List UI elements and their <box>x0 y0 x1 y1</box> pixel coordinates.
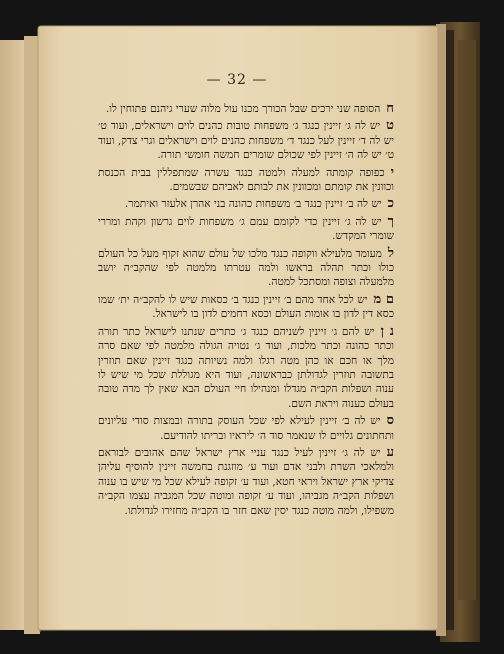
text-paragraph <box>98 414 394 443</box>
text-paragraph <box>98 166 394 195</box>
text-paragraph <box>98 446 394 518</box>
text-paragraph <box>98 247 394 290</box>
hebrew-text-block <box>98 102 394 521</box>
paragraph-text: יש לה ב׳ זיינין כנגד ב׳ משפחות כהונה בני אהרן אלעזר ואיתמר. <box>124 198 382 211</box>
letter-marker: ם מ <box>373 291 394 307</box>
text-paragraph <box>98 197 394 211</box>
paragraph-text: יש לה ג׳ זיינין כנגד ג׳ משפחות טובות כהנים לוים וישראלים, ועוד ט׳ יש לה ד׳ זיינין לעל כנגד ד׳ משפחות כהנים לוים וישראלים וגרי צדק, ועוד ט׳ יש לה ה׳ זיינין לפי שכולם שומרים חמשה חומשי תורה. <box>98 120 394 162</box>
text-paragraph <box>98 102 394 116</box>
letter-marker: ס <box>386 413 394 429</box>
text-paragraph <box>98 119 394 162</box>
text-paragraph <box>98 293 394 322</box>
letter-marker: ל <box>387 245 394 261</box>
letter-marker: ך <box>387 213 394 229</box>
letter-marker: ט <box>386 118 394 134</box>
paragraph-text: יש להם ג׳ זיינין לשניהם כנגד ג׳ כתרים שנתנו לישראל כתר תורה וכתר כהונה וכתר מלכות, ועוד ג׳ נטויה הגולה מלמטה לפי שאם סרה מלך או חכם או כהן מטה רגלו ולמה נשיותה כנגד זיינין שאם תוזרין בתשובה תוזרין לגדולתן כבראשונה, ועוד היא מגוללת שכל מי שיש לו ענוה ושפלות הקב״ה מגדלו ומנהילו חיי העולם הבא שאין לך מדה טובה בעולם כענוה ויראת השם. <box>98 325 394 410</box>
left-page-edge <box>0 40 26 630</box>
letter-marker: נ ן <box>380 323 394 339</box>
paragraph-text: יש לה ג׳ זיינין כדי לקומם עמם ג׳ משפחות לוים גרשון וקהת ומררי שומרי המקדש. <box>98 215 394 243</box>
paragraph-text: מעומד מלעילא ווקופה כנגד מלכו של עולם שהוא זקוף מעל כל העולם כולו וכתר תהלה בראשו ולמה עטרתו מלמטה לפי שהקב״ה יושב מלמעלה וצופה ומסתכל למטה. <box>98 247 394 289</box>
letter-marker: י <box>390 164 394 180</box>
paragraph-text: יש לה ג׳ זיינין לעיל כנגד עניי ארץ ישראל שהם אהובים לבוראם ולמלאכי השרת ולבני אדם ועוד ע׳ מוזגנת בחמשה זיינין להוסיף עליהן צדיקי ארץ ישראל ויראי חטא, ועוד ע׳ זקופה לעילא שכל מי שיש בו ענוה ושפלות הקב״ה מגביהו, ועוד ע׳ זקופה ומוטה שכל המגביה עצמו הקב״ה משפילו, ולמה מוטה כנגד יסין שאם חזר בו הקב״ה מחזירו לגדולתו. <box>98 446 394 517</box>
paragraph-text: כפופה קומתה למעלה ולמטה כנגד עשרה שמתפללין בבית הכנסת וכוונין את קומתם ומכוונין את לבותם לאביהם שבשמים. <box>98 166 394 194</box>
page-number: — 32 — <box>206 72 268 88</box>
letter-marker: כ <box>387 196 394 212</box>
text-paragraph <box>98 215 394 244</box>
book-page-content <box>38 26 436 630</box>
paragraph-text: יש לה ב׳ זיינין לעילא לפי שכל העוסק בתורה ובמצות סודי עליונים ותחתונים גלויים לו שנאמר סוד ה׳ ליראיו ובריתו להודיעם. <box>98 415 394 442</box>
letter-marker: ח <box>386 101 394 116</box>
text-paragraph <box>98 325 394 411</box>
letter-marker: ע <box>386 444 394 460</box>
paragraph-text: יש לכל אחד מהם ב׳ זיינין כנגד ב׳ כסאות שיש לו להקב״ה ית׳ שמו כסא דין לדון בו אומות העולם וכסא רחמים לדון בו לישראל. <box>98 293 394 321</box>
paragraph-text: הסופה שני ירכים שבל הכורך מכנו עול מלוה שערי גיהנם פתוחין לו. <box>105 103 381 115</box>
